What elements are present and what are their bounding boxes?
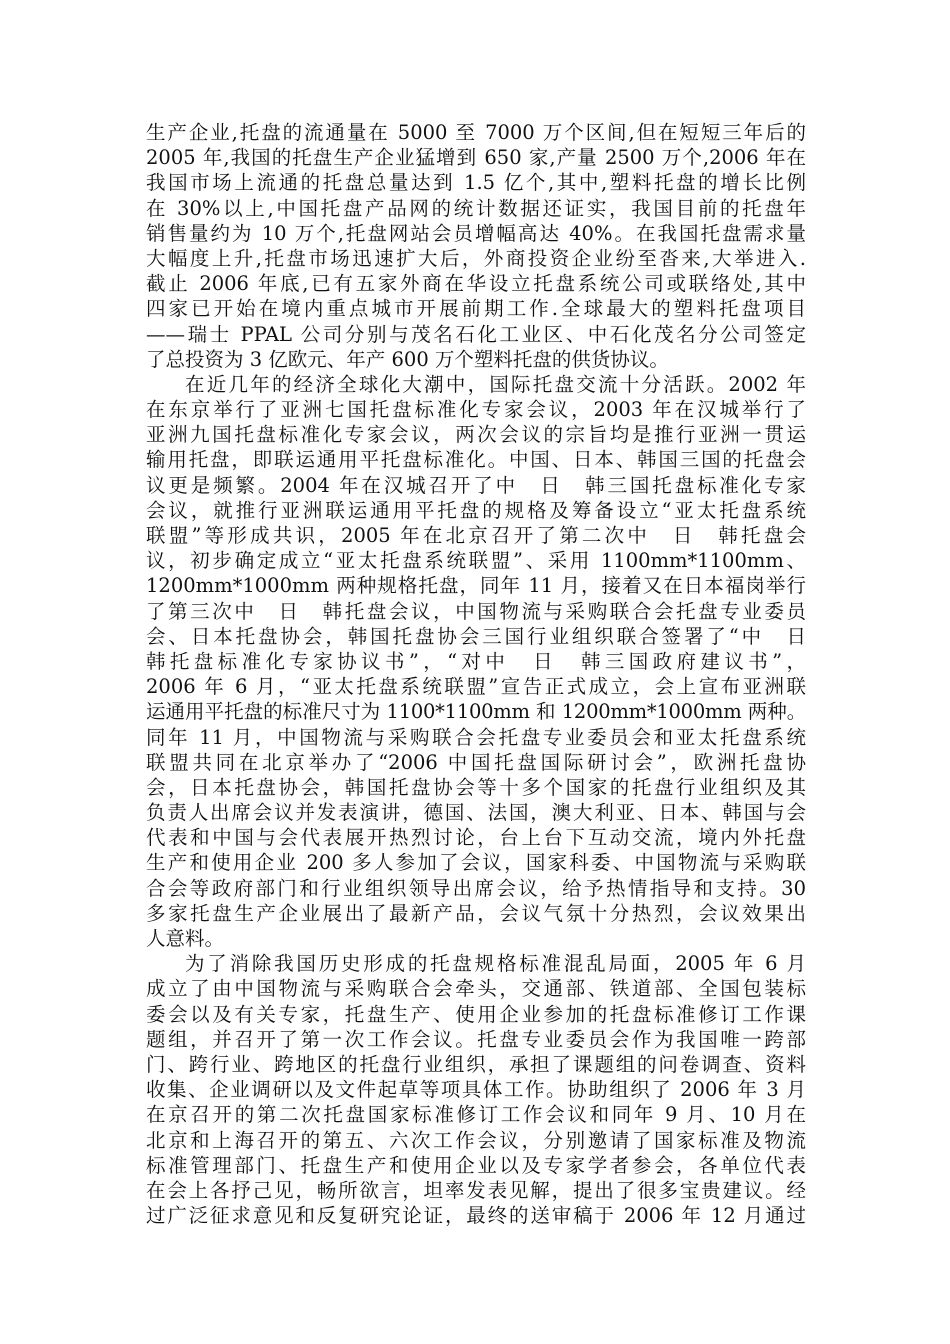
text-line: 标准管理部门、托盘生产和使用企业以及专家学者参会，各单位代表 bbox=[146, 1153, 806, 1177]
text-line: 在近几年的经济全球化大潮中，国际托盘交流十分活跃。2002 年 bbox=[185, 372, 806, 396]
text-line: 收集、企业调研以及文件起草等项具体工作。协助组织了 2006 年 3 月 bbox=[146, 1078, 806, 1102]
text-line: 同年 11 月，中国物流与采购联合会托盘专业委员会和亚太托盘系统 bbox=[146, 725, 806, 749]
text-line: 为了消除我国历史形成的托盘规格标准混乱局面，2005 年 6 月 bbox=[185, 952, 806, 976]
text-line: 门、跨行业、跨地区的托盘行业组织，承担了课题组的问卷调查、资料 bbox=[146, 1052, 806, 1076]
text-line: 了总投资为 3 亿欧元、年产 600 万个塑料托盘的供货协议。 bbox=[146, 347, 669, 371]
text-line: 销售量约为 10 万个,托盘网站会员增幅高达 40%。在我国托盘需求量 bbox=[146, 221, 806, 245]
text-line: 会，日本托盘协会，韩国托盘协会等十多个国家的托盘行业组织及其 bbox=[146, 775, 806, 799]
text-line: 输用托盘，即联运通用平托盘标准化。中国、日本、韩国三国的托盘会 bbox=[146, 448, 806, 472]
text-line: 委会以及有关专家，托盘生产、使用企业参加的托盘标准修订工作课 bbox=[146, 1002, 806, 1026]
body-text bbox=[146, 120, 806, 1228]
text-line: 议，初步确定成立“亚太托盘系统联盟”、采用 1100mm*1100mm、 bbox=[146, 549, 806, 573]
text-line: 成立了由中国物流与采购联合会牵头，交通部、铁道部、全国包装标 bbox=[146, 977, 806, 1001]
text-line: 截止 2006 年底,已有五家外商在华设立托盘系统公司或联络处,其中 bbox=[146, 272, 806, 296]
text-line: 北京和上海召开的第五、六次工作会议，分别邀请了国家标准及物流 bbox=[146, 1128, 806, 1152]
text-line: 在 30%以上,中国托盘产品网的统计数据还证实，我国目前的托盘年 bbox=[146, 196, 806, 220]
text-line: 大幅度上升,托盘市场迅速扩大后，外商投资企业纷至沓来,大举进入. bbox=[146, 246, 806, 270]
text-line: 生产企业,托盘的流通量在 5000 至 7000 万个区间,但在短短三年后的 bbox=[146, 121, 806, 144]
text-line: ——瑞士 PPAL 公司分别与茂名石化工业区、中石化茂名分公司签定 bbox=[146, 322, 806, 346]
text-line: 韩托盘标准化专家协议书”，“对中 日 韩三国政府建议书”， bbox=[146, 649, 806, 673]
text-line: 会、日本托盘协会，韩国托盘协会三国行业组织联合签署了“中 日 bbox=[146, 624, 806, 648]
text-line: 题组，并召开了第一次工作会议。托盘专业委员会作为我国唯一跨部 bbox=[146, 1027, 806, 1051]
text-line: 运通用平托盘的标准尺寸为 1100*1100mm 和 1200mm*1000mm 两种。 bbox=[146, 700, 806, 724]
paragraph-2 bbox=[146, 372, 806, 951]
text-line: 1200mm*1000mm 两种规格托盘，同年 11 月，接着又在日本福岗举行 bbox=[146, 574, 806, 598]
text-line: 联盟共同在北京举办了“2006 中国托盘国际研讨会”，欧洲托盘协 bbox=[146, 750, 806, 774]
text-line: 会议，就推行亚洲联运通用平托盘的规格及筹备设立“亚太托盘系统 bbox=[146, 498, 806, 522]
text-line: 合会等政府部门和行业组织领导出席会议，给予热情指导和支持。30 bbox=[146, 876, 806, 900]
text-line: 2006 年 6 月，“亚太托盘系统联盟”宣告正式成立，会上宣布亚洲联 bbox=[146, 675, 806, 699]
text-line: 四家已开始在境内重点城市开展前期工作.全球最大的塑料托盘项目 bbox=[146, 297, 806, 321]
text-line: 了第三次中 日 韩托盘会议，中国物流与采购联合会托盘专业委员 bbox=[146, 599, 806, 623]
text-line: 联盟”等形成共识，2005 年在北京召开了第二次中 日 韩托盘会 bbox=[146, 524, 806, 547]
text-line: 2005 年,我国的托盘生产企业猛增到 650 家,产量 2500 万个,2006 年在 bbox=[146, 146, 806, 170]
text-line: 过广泛征求意见和反复研究论证，最终的送审稿于 2006 年 12 月通过 bbox=[146, 1204, 806, 1228]
text-line: 代表和中国与会代表展开热烈讨论，台上台下互动交流，境内外托盘 bbox=[146, 826, 806, 850]
paragraph-1 bbox=[146, 120, 806, 372]
text-line: 议更是频繁。2004 年在汉城召开了中 日 韩三国托盘标准化专家 bbox=[146, 473, 806, 497]
paragraph-3 bbox=[146, 951, 806, 1228]
text-line: 在会上各抒己见，畅所欲言，坦率发表见解，提出了很多宝贵建议。经 bbox=[146, 1178, 806, 1202]
text-line: 我国市场上流通的托盘总量达到 1.5 亿个,其中,塑料托盘的增长比例 bbox=[146, 171, 806, 195]
text-line: 多家托盘生产企业展出了最新产品，会议气氛十分热烈，会议效果出 bbox=[146, 901, 806, 925]
text-line: 负责人出席会议并发表演讲，德国、法国，澳大利亚、日本、韩国与会 bbox=[146, 801, 806, 825]
text-line: 亚洲九国托盘标准化专家会议，两次会议的宗旨均是推行亚洲一贯运 bbox=[146, 423, 806, 447]
text-line: 人意料。 bbox=[146, 927, 225, 950]
text-line: 生产和使用企业 200 多人参加了会议，国家科委、中国物流与采购联 bbox=[146, 851, 806, 875]
text-line: 在京召开的第二次托盘国家标准修订工作会议和同年 9 月、10 月在 bbox=[146, 1103, 806, 1127]
text-line: 在东京举行了亚洲七国托盘标准化专家会议，2003 年在汉城举行了 bbox=[146, 398, 806, 422]
